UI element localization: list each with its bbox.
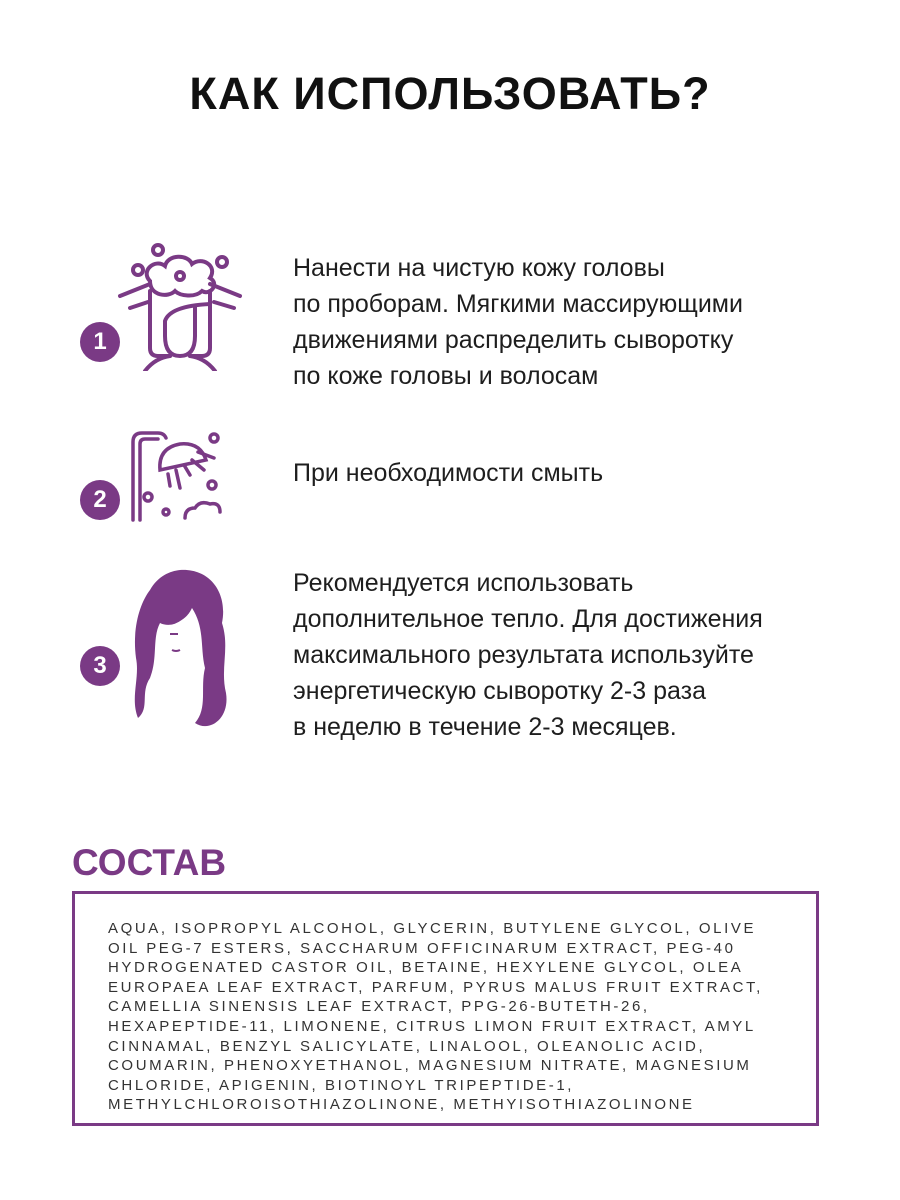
- step-1-line: Нанести на чистую кожу головы: [293, 254, 665, 282]
- composition-box: [72, 891, 819, 1126]
- step-3-line: энергетическую сыворотку 2-3 раза: [293, 677, 706, 705]
- ingredients-line: OIL PEG-7 ESTERS, SACCHARUM OFFICINARUM EXTRACT, PEG-40: [108, 939, 736, 957]
- ingredients-line: CINNAMAL, BENZYL SALICYLATE, LINALOOL, OLEANOLIC ACID,: [108, 1037, 706, 1055]
- step-1-badge: 1: [80, 322, 120, 362]
- ingredients-line: HYDROGENATED CASTOR OIL, BETAINE, HEXYLENE GLYCOL, OLEA: [108, 959, 744, 977]
- step-1-line: по коже головы и волосам: [293, 362, 599, 390]
- ingredients-line: HEXAPEPTIDE-11, LIMONENE, CITRUS LIMON FRUIT EXTRACT, AMYL: [108, 1017, 756, 1035]
- step-3-badge: 3: [80, 646, 120, 686]
- ingredients-line: AQUA, ISOPROPYL ALCOHOL, GLYCERIN, BUTYLENE GLYCOL, OLIVE: [108, 920, 757, 937]
- step-3-text: [293, 565, 763, 745]
- step-2-line: При необходимости смыть: [293, 459, 604, 487]
- step-1-text: [293, 250, 743, 394]
- ingredients-line: CHLORIDE, APIGENIN, BIOTINOYL TRIPEPTIDE-1,: [108, 1076, 575, 1094]
- step-3-line: максимального результата используйте: [293, 641, 754, 669]
- step-3-line: Рекомендуется использовать: [293, 569, 634, 597]
- ingredients-line: EUROPAEA LEAF EXTRACT, PARFUM, PYRUS MALUS FRUIT EXTRACT,: [108, 978, 763, 996]
- washing-head-icon: [110, 236, 250, 371]
- page-title: КАК ИСПОЛЬЗОВАТЬ?: [189, 68, 711, 119]
- ingredients-line: METHYLCHLOROISOTHIAZOLINONE, METHYISOTHIAZOLINONE: [108, 1096, 695, 1114]
- step-3-line: в неделю в течение 2-3 месяцев.: [293, 713, 677, 741]
- step-1-line: движениями распределить сыворотку: [293, 326, 734, 354]
- ingredients-line: COUMARIN, PHENOXYETHANOL, MAGNESIUM NITRATE, MAGNESIUM: [108, 1057, 752, 1075]
- step-3-line: дополнительное тепло. Для достижения: [293, 605, 763, 633]
- composition-heading: СОСТАВ: [72, 842, 227, 883]
- woman-hair-icon: [130, 568, 230, 733]
- ingredients-list: [108, 919, 808, 1115]
- step-2-text: [293, 455, 603, 491]
- ingredients-line: CAMELLIA SINENSIS LEAF EXTRACT, PPG-26-BUTETH-26,: [108, 998, 650, 1016]
- step-1-line: по проборам. Мягкими массирующими: [293, 290, 743, 318]
- step-2-badge: 2: [80, 480, 120, 520]
- shower-icon: [130, 430, 225, 522]
